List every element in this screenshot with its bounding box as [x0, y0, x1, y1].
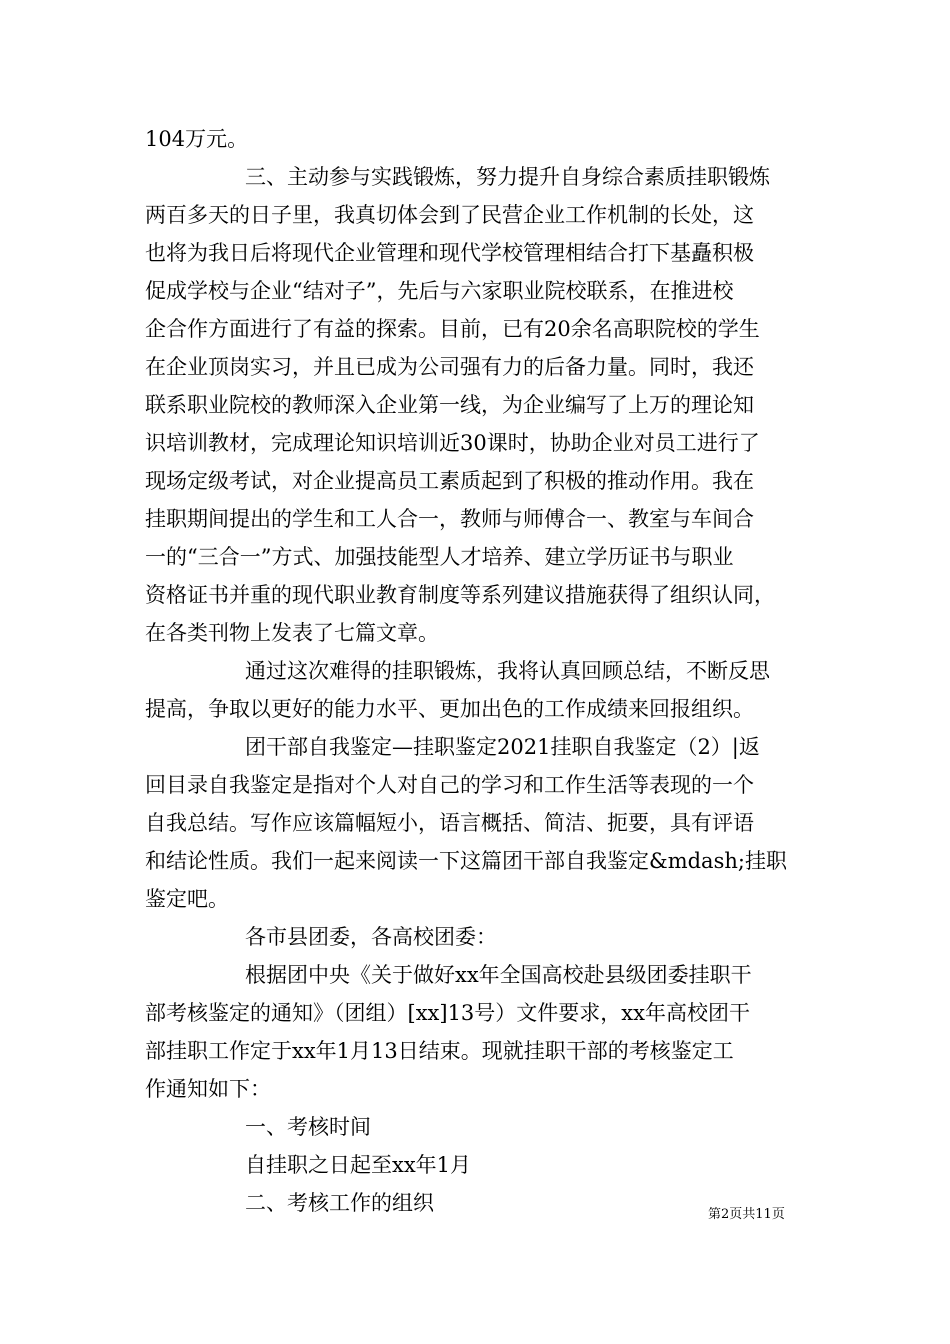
text-line: 自我总结。写作应该篇幅短小，语言概括、简洁、扼要，具有评语 [145, 811, 754, 835]
paragraph-start: 自挂职之日起至xx年1月 [245, 1153, 472, 1177]
text-line: 识培训教材，完成理论知识培训近30课时，协助企业对员工进行了 [145, 431, 760, 455]
paragraph-start: 团干部自我鉴定—挂职鉴定2021挂职自我鉴定（2）|返 [245, 735, 760, 759]
section-heading: 一、考核时间 [245, 1115, 371, 1139]
paragraph-start: 各市县团委，各高校团委： [245, 925, 497, 949]
paragraph-start: 根据团中央《关于做好xx年全国高校赴县级团委挂职干 [245, 963, 752, 987]
paragraph-start: 三、主动参与实践锻炼，努力提升自身综合素质挂职锻炼 [245, 165, 770, 189]
text-line: 在企业顶岗实习，并且已成为公司强有力的后备力量。同时，我还 [145, 355, 754, 379]
paragraph-start: 通过这次难得的挂职锻炼，我将认真回顾总结，不断反思 [245, 659, 770, 683]
text-line: 部挂职工作定于xx年1月13日结束。现就挂职干部的考核鉴定工 [145, 1039, 734, 1063]
page-number: 第2页共11页 [708, 1207, 785, 1222]
text-line: 也将为我日后将现代企业管理和现代学校管理相结合打下基矗积极 [145, 241, 754, 265]
text-line: 企合作方面进行了有益的探索。目前，已有20余名高职院校的学生 [145, 317, 760, 341]
text-line: 联系职业院校的教师深入企业第一线，为企业编写了上万的理论知 [145, 393, 754, 417]
document-body [145, 120, 810, 1222]
text-line: 104万元。 [145, 127, 249, 151]
text-line: 资格证书并重的现代职业教育制度等系列建议措施获得了组织认同， [145, 583, 775, 607]
text-line: 提高，争取以更好的能力水平、更加出色的工作成绩来回报组织。 [145, 697, 754, 721]
text-line: 作通知如下： [145, 1077, 271, 1101]
text-line: 回目录自我鉴定是指对个人对自己的学习和工作生活等表现的一个 [145, 773, 754, 797]
text-line: 挂职期间提出的学生和工人合一，教师与师傅合一、教室与车间合 [145, 507, 754, 531]
text-line: 在各类刊物上发表了七篇文章。 [145, 621, 439, 645]
text-line: 两百多天的日子里，我真切体会到了民营企业工作机制的长处，这 [145, 203, 754, 227]
section-heading: 二、考核工作的组织 [245, 1191, 434, 1215]
text-line: 鉴定吧。 [145, 887, 229, 911]
text-line: 和结论性质。我们一起来阅读一下这篇团干部自我鉴定&mdash;挂职 [145, 849, 787, 873]
text-line: 现场定级考试，对企业提高员工素质起到了积极的推动作用。我在 [145, 469, 754, 493]
text-line: 部考核鉴定的通知》（团组）[xx]13号）文件要求，xx年高校团干 [145, 1001, 750, 1025]
text-line: 一的“三合一”方式、加强技能型人才培养、建立学历证书与职业 [145, 545, 734, 569]
text-line: 促成学校与企业“结对子”，先后与六家职业院校联系，在推进校 [145, 279, 734, 303]
